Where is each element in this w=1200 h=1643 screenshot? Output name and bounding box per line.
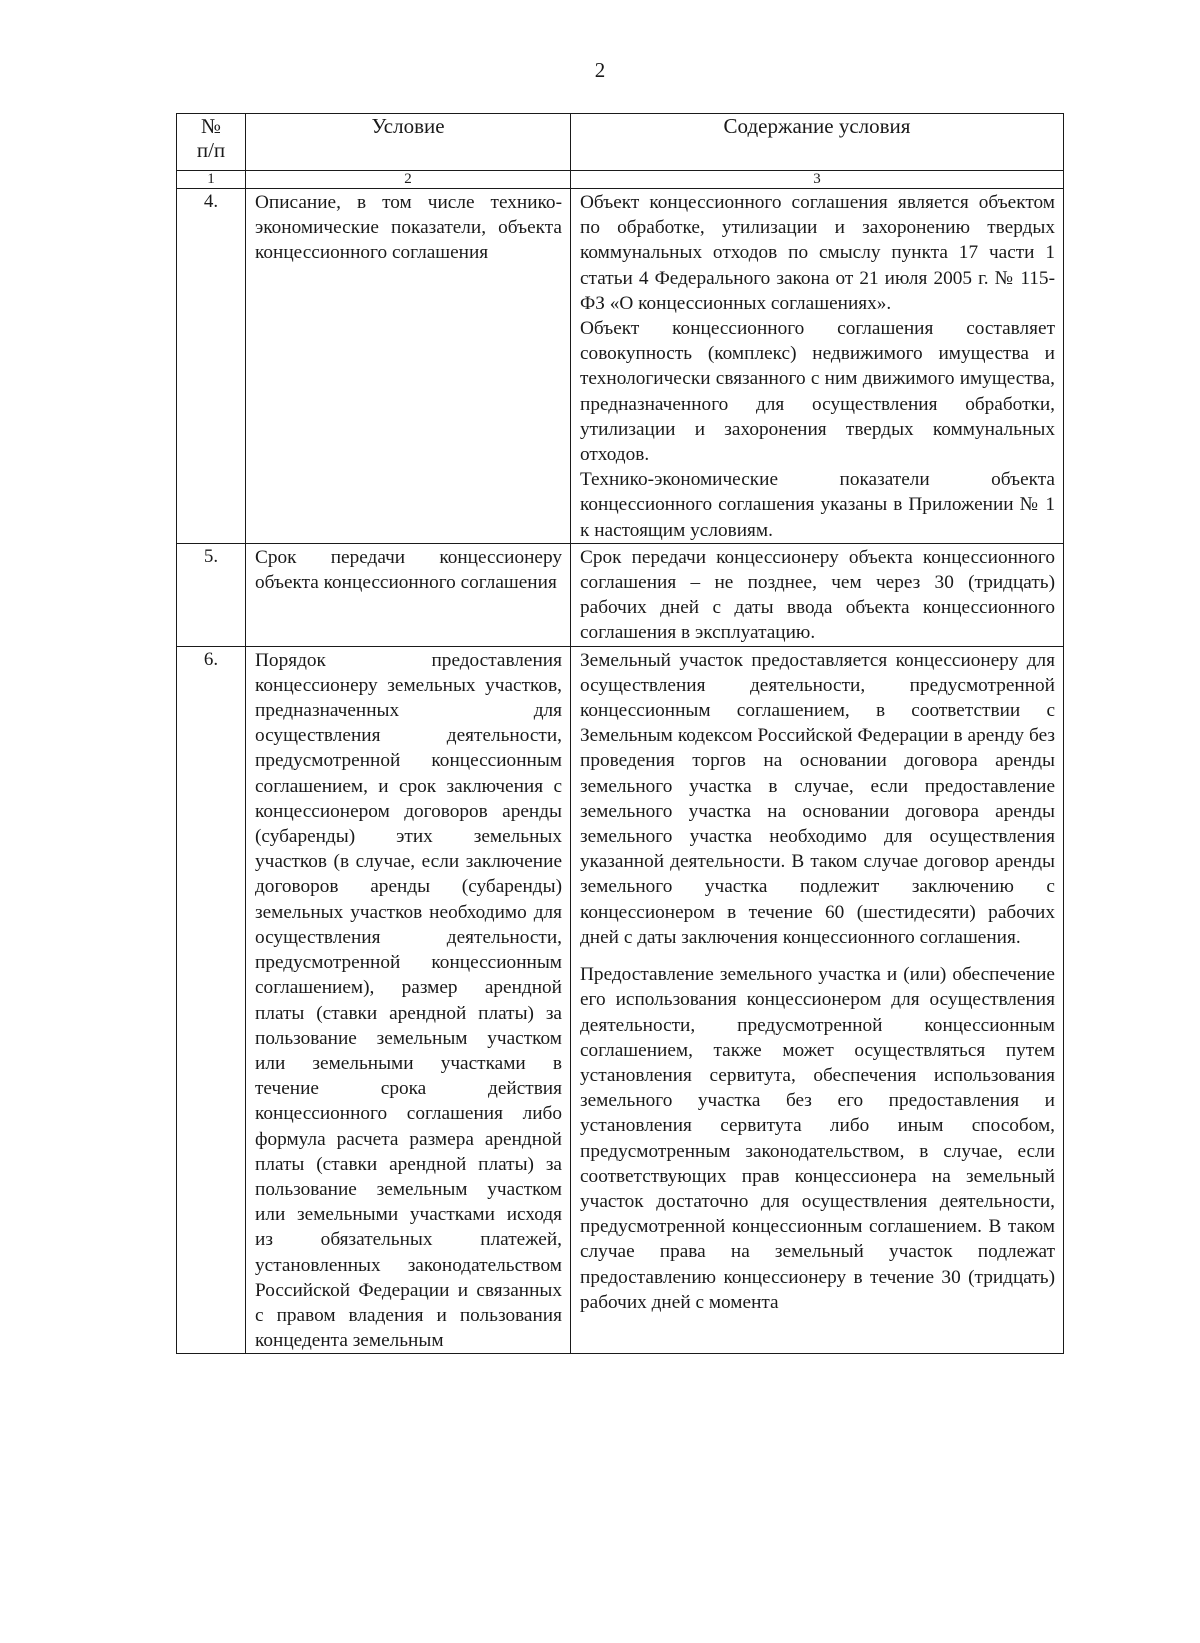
content-paragraph: Срок передачи концессионеру объекта концессионного соглашения – не позднее, чем через 30 (тридцать) рабочих дней с даты ввода объекта концессионного соглашения в эксплуатацию. (580, 546, 1055, 644)
condition-paragraph: Срок передачи концессионеру объекта концессионного соглашения (255, 546, 562, 594)
page-number: 2 (594, 58, 606, 82)
content-text (571, 543, 1064, 646)
content-paragraph: Объект концессионного соглашения составляет совокупность (комплекс) недвижимого имущества и технологически связанного с ним движимого имущества, предназначенного для осуществления обработки, утилизации и захоронения твердых коммунальных отходов. (580, 318, 1055, 466)
table-row (177, 189, 1064, 544)
condition-paragraph: Порядок предоставления концессионеру земельных участков, предназначенных для осуществления деятельности, предусмотренной концессионным соглашением, и срок заключения с концессионером договоров аренды (субаренды) этих земельных участков (в случае, если заключение договоров аренды (субаренды) земельных участков необходимо для осуществления деятельности, предусмотренной концессионным соглашением), размер арендной платы (ставки арендной платы) за пользование земельным участком или земельными участками в течение срока действия концессионного соглашения либо формула расчета размера арендной платы (ставки арендной платы) за пользование земельным участком или земельными участками исходя из обязательных платежей, установленных законодательством Российской Федерации и связанных с правом владения и пользования концедента земельным (255, 649, 562, 1352)
column-number: 1 (177, 171, 246, 189)
column-number: 3 (571, 171, 1064, 189)
condition-paragraph: Описание, в том числе технико-экономические показатели, объекта концессионного соглашения (255, 192, 562, 264)
content-paragraph: Земельный участок предоставляется концессионеру для осуществления деятельности, предусмотренной концессионным соглашением, в соответствии с Земельным кодексом Российской Федерации в аренду без проведения торгов на основании договора аренды земельного участка в случае, если предоставление земельного участка на основании договора аренды земельного участка необходимо для осуществления указанной деятельности. В таком случае договор аренды земельного участка подлежит заключению с концессионером в течение 60 (шестидесяти) рабочих дней с даты заключения концессионного соглашения. (580, 649, 1055, 948)
condition-text (246, 543, 571, 646)
content-text (571, 189, 1064, 544)
table-row (177, 646, 1064, 1354)
row-number: 4. (177, 189, 246, 544)
row-number: 5. (177, 543, 246, 646)
content-paragraph: Объект концессионного соглашения является объектом по обработке, утилизации и захоронению твердых коммунальных отходов по смыслу пункта 17 части 1 статьи 4 Федерального закона от 21 июля 2005 г. № 115-ФЗ «О концессионных соглашениях». (580, 192, 1055, 314)
condition-text (246, 646, 571, 1354)
table-header-row (177, 114, 1064, 171)
row-number: 6. (177, 646, 246, 1354)
content-text (571, 646, 1064, 1354)
column-number-row (177, 171, 1064, 189)
header-number (177, 114, 246, 171)
content-paragraph: Предоставление земельного участка и (или) обеспечение его использования концессионером для осуществления деятельности, предусмотренной концессионным соглашением, также может осуществляться путем установления сервитута, обеспечения использования земельного участка без его предоставления и установления сервитута либо иным способом, предусмотренным законодательством, в случае, если соответствующих прав концессионера на земельный участок достаточно для осуществления деятельности, предусмотренной концессионным соглашением. В таком случае права на земельный участок подлежат предоставлению концессионеру в течение 30 (тридцать) рабочих дней с момента (580, 964, 1055, 1313)
header-condition: Условие (246, 114, 571, 171)
header-content: Содержание условия (571, 114, 1064, 171)
conditions-table (176, 113, 1064, 1354)
header-number-abbr: п/п (196, 138, 226, 162)
table-row (177, 543, 1064, 646)
condition-text (246, 189, 571, 544)
column-number: 2 (246, 171, 571, 189)
header-number-symbol: № (200, 114, 222, 138)
content-paragraph: Технико-экономические показатели объекта концессионного соглашения указаны в Приложении № 1 к настоящим условиям. (580, 469, 1055, 541)
